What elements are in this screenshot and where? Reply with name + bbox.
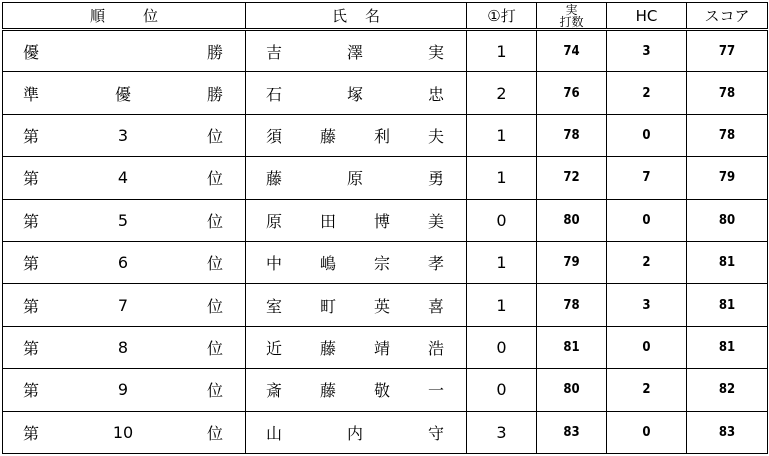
hc-cell: 3 [607, 284, 687, 326]
strokes-cell: 83 [537, 411, 607, 453]
first-hit-cell: 1 [467, 114, 537, 156]
table-row [3, 411, 768, 453]
rank-cell [3, 199, 246, 241]
rank-part: 第 [23, 211, 40, 231]
name-part: 近 [266, 338, 283, 358]
first-hit-header: ①打 [467, 3, 537, 30]
name-part: 美 [427, 211, 444, 231]
strokes-header-bottom: 打数 [559, 14, 584, 29]
name-part: 澤 [346, 42, 363, 62]
table-row [3, 199, 768, 241]
name-cell [246, 30, 467, 72]
strokes-cell: 78 [537, 114, 607, 156]
rank-cell [3, 114, 246, 156]
first-hit-cell: 1 [467, 284, 537, 326]
name-part: 夫 [427, 126, 444, 146]
name-part: 敬 [373, 381, 390, 401]
name-part: 原 [346, 169, 363, 189]
name-header [246, 3, 467, 30]
rank-cell [3, 72, 246, 114]
rank-part: 勝 [206, 84, 223, 104]
name-header-char-2: 名 [365, 7, 381, 25]
name-part: 勇 [427, 169, 444, 189]
name-cell [246, 326, 467, 368]
rank-cell [3, 284, 246, 326]
name-part: 英 [373, 296, 390, 316]
strokes-cell: 78 [537, 284, 607, 326]
name-cell [246, 241, 467, 283]
name-part: 実 [427, 42, 444, 62]
score-cell: 81 [687, 326, 768, 368]
strokes-cell: 76 [537, 72, 607, 114]
name-part: 宗 [373, 254, 390, 274]
first-hit-cell: 3 [467, 411, 537, 453]
hc-cell: 0 [607, 114, 687, 156]
name-part: 田 [319, 211, 336, 231]
header-row [3, 3, 768, 30]
rank-part: 7 [117, 295, 129, 315]
name-part: 一 [427, 381, 444, 401]
name-cell [246, 369, 467, 411]
rank-part: 位 [206, 338, 223, 358]
first-hit-cell: 2 [467, 72, 537, 114]
rank-part: 位 [206, 296, 223, 316]
rank-part: 第 [23, 296, 40, 316]
score-cell: 78 [687, 114, 768, 156]
name-part: 中 [266, 254, 283, 274]
rank-header-char-1: 順 [89, 7, 105, 25]
name-part: 室 [266, 296, 283, 316]
name-part: 藤 [266, 169, 283, 189]
table-row [3, 284, 768, 326]
hc-cell: 0 [607, 326, 687, 368]
score-cell: 81 [687, 284, 768, 326]
first-hit-cell: 1 [467, 30, 537, 72]
first-hit-cell: 0 [467, 326, 537, 368]
rank-part: 勝 [206, 42, 223, 62]
rank-cell [3, 411, 246, 453]
strokes-cell: 74 [537, 30, 607, 72]
name-part: 内 [346, 423, 363, 443]
name-cell [246, 157, 467, 199]
strokes-header [537, 3, 607, 30]
hc-cell: 2 [607, 241, 687, 283]
rank-cell [3, 326, 246, 368]
hc-cell: 0 [607, 411, 687, 453]
name-part: 石 [266, 84, 283, 104]
rank-part: 優 [23, 42, 40, 62]
name-part: 靖 [373, 338, 390, 358]
rank-part: 5 [117, 210, 129, 230]
name-part: 山 [266, 423, 283, 443]
name-part: 藤 [319, 126, 336, 146]
name-part: 守 [427, 423, 444, 443]
name-part: 塚 [346, 84, 363, 104]
rank-part: 第 [23, 126, 40, 146]
name-part: 町 [319, 296, 336, 316]
rank-part: 準 [23, 84, 40, 104]
score-cell: 81 [687, 241, 768, 283]
rank-part: 優 [114, 84, 131, 104]
rank-part: 4 [117, 168, 129, 188]
rank-part: 第 [23, 169, 40, 189]
rank-part: 第 [23, 381, 40, 401]
score-cell: 79 [687, 157, 768, 199]
hc-cell: 2 [607, 369, 687, 411]
rank-header-char-2: 位 [143, 7, 159, 25]
rank-part: 第 [23, 254, 40, 274]
table-row [3, 157, 768, 199]
hc-header: HC [607, 3, 687, 30]
score-cell: 78 [687, 72, 768, 114]
name-header-char-1: 氏 [331, 7, 347, 25]
strokes-cell: 80 [537, 199, 607, 241]
table-row [3, 114, 768, 156]
rank-part: 位 [206, 126, 223, 146]
table-row [3, 72, 768, 114]
name-cell [246, 72, 467, 114]
name-cell [246, 411, 467, 453]
score-cell: 82 [687, 369, 768, 411]
rank-part: 10 [112, 422, 134, 442]
name-part: 藤 [319, 338, 336, 358]
name-cell [246, 284, 467, 326]
rank-part: 位 [206, 254, 223, 274]
name-part: 孝 [427, 254, 444, 274]
name-part: 利 [373, 126, 390, 146]
name-part: 吉 [266, 42, 283, 62]
strokes-cell: 79 [537, 241, 607, 283]
strokes-header-top: 実 [565, 2, 578, 17]
name-part: 斎 [266, 381, 283, 401]
name-part: 須 [266, 126, 283, 146]
first-hit-cell: 0 [467, 369, 537, 411]
table-row [3, 369, 768, 411]
first-hit-cell: 1 [467, 241, 537, 283]
name-part: 博 [373, 211, 390, 231]
hc-cell: 7 [607, 157, 687, 199]
rank-part: 位 [206, 423, 223, 443]
rank-part: 位 [206, 381, 223, 401]
name-part: 藤 [319, 381, 336, 401]
name-cell [246, 114, 467, 156]
rank-part: 第 [23, 338, 40, 358]
first-hit-cell: 0 [467, 199, 537, 241]
rank-cell [3, 241, 246, 283]
hc-cell: 3 [607, 30, 687, 72]
score-header: スコア [687, 3, 768, 30]
rank-cell [3, 369, 246, 411]
table-row [3, 30, 768, 72]
name-part: 忠 [427, 84, 444, 104]
rank-header [3, 3, 246, 30]
strokes-cell: 72 [537, 157, 607, 199]
score-cell: 80 [687, 199, 768, 241]
first-hit-cell: 1 [467, 157, 537, 199]
hc-cell: 0 [607, 199, 687, 241]
hc-cell: 2 [607, 72, 687, 114]
name-part: 喜 [427, 296, 444, 316]
table-row [3, 326, 768, 368]
name-part: 浩 [427, 338, 444, 358]
rank-part: 位 [206, 211, 223, 231]
rank-cell [3, 30, 246, 72]
strokes-cell: 80 [537, 369, 607, 411]
rank-part: 8 [117, 337, 129, 357]
rank-part: 9 [117, 380, 129, 400]
name-part: 嶋 [319, 254, 336, 274]
rank-part: 位 [206, 169, 223, 189]
rank-part: 6 [117, 253, 129, 273]
score-cell: 77 [687, 30, 768, 72]
rank-cell [3, 157, 246, 199]
table-row [3, 241, 768, 283]
rank-part: 3 [117, 125, 129, 145]
strokes-cell: 81 [537, 326, 607, 368]
name-part: 原 [266, 211, 283, 231]
name-cell [246, 199, 467, 241]
results-table [2, 2, 768, 454]
score-cell: 83 [687, 411, 768, 453]
rank-part: 第 [23, 423, 40, 443]
